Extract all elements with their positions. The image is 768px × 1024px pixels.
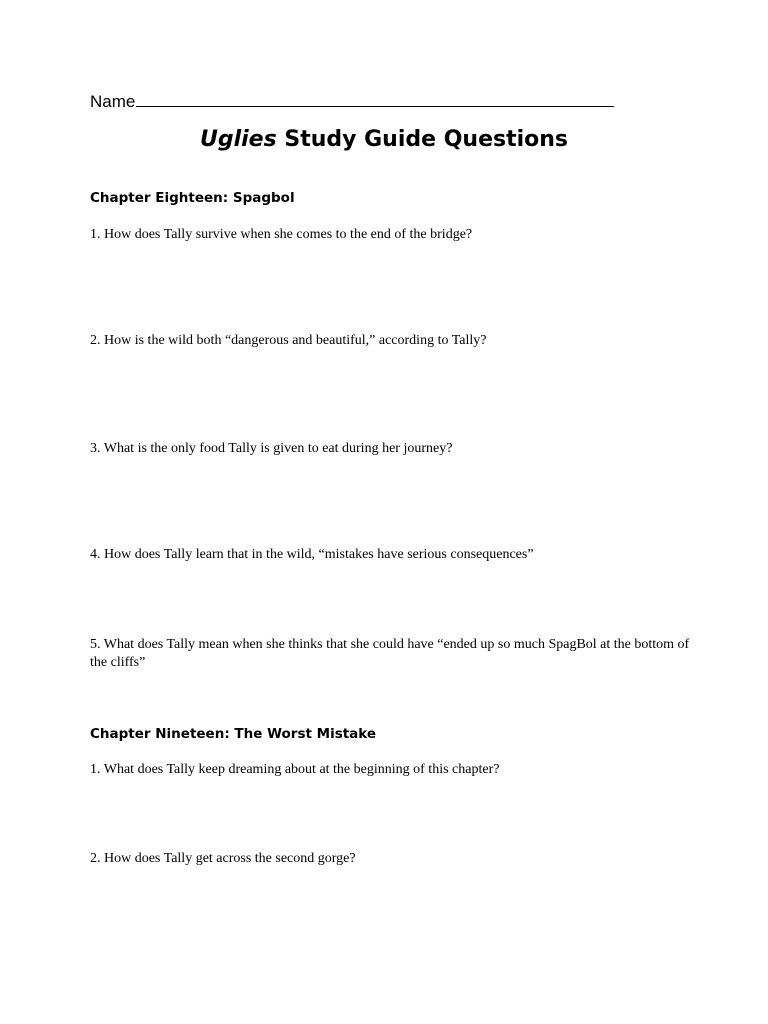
name-field[interactable] [90, 92, 614, 112]
question-ch18-3: 3. What is the only food Tally is given to eat during her journey? [90, 441, 453, 456]
question-ch18-2: 2. How is the wild both “dangerous and beautiful,” according to Tally? [90, 333, 487, 348]
question-ch18-1: 1. How does Tally survive when she comes to the end of the bridge? [90, 227, 473, 242]
title-rest: Study Guide Questions [276, 127, 569, 152]
question-ch18-4: 4. How does Tally learn that in the wild, “mistakes have serious consequences” [90, 547, 534, 562]
title-book-name: Uglies [199, 127, 277, 152]
chapter-heading-19: Chapter Nineteen: The Worst Mistake [90, 726, 377, 742]
question-ch19-2: 2. How does Tally get across the second gorge? [90, 851, 356, 866]
name-blank-line[interactable] [136, 105, 614, 107]
question-ch18-5: 5. What does Tally mean when she thinks that she could have “ended up so much SpagBol at the bottom of the cliffs” [90, 637, 690, 670]
chapter-heading-18: Chapter Eighteen: Spagbol [90, 190, 295, 206]
page-title [0, 127, 768, 152]
name-label: Name [90, 92, 136, 111]
question-ch19-1: 1. What does Tally keep dreaming about at the beginning of this chapter? [90, 762, 500, 777]
